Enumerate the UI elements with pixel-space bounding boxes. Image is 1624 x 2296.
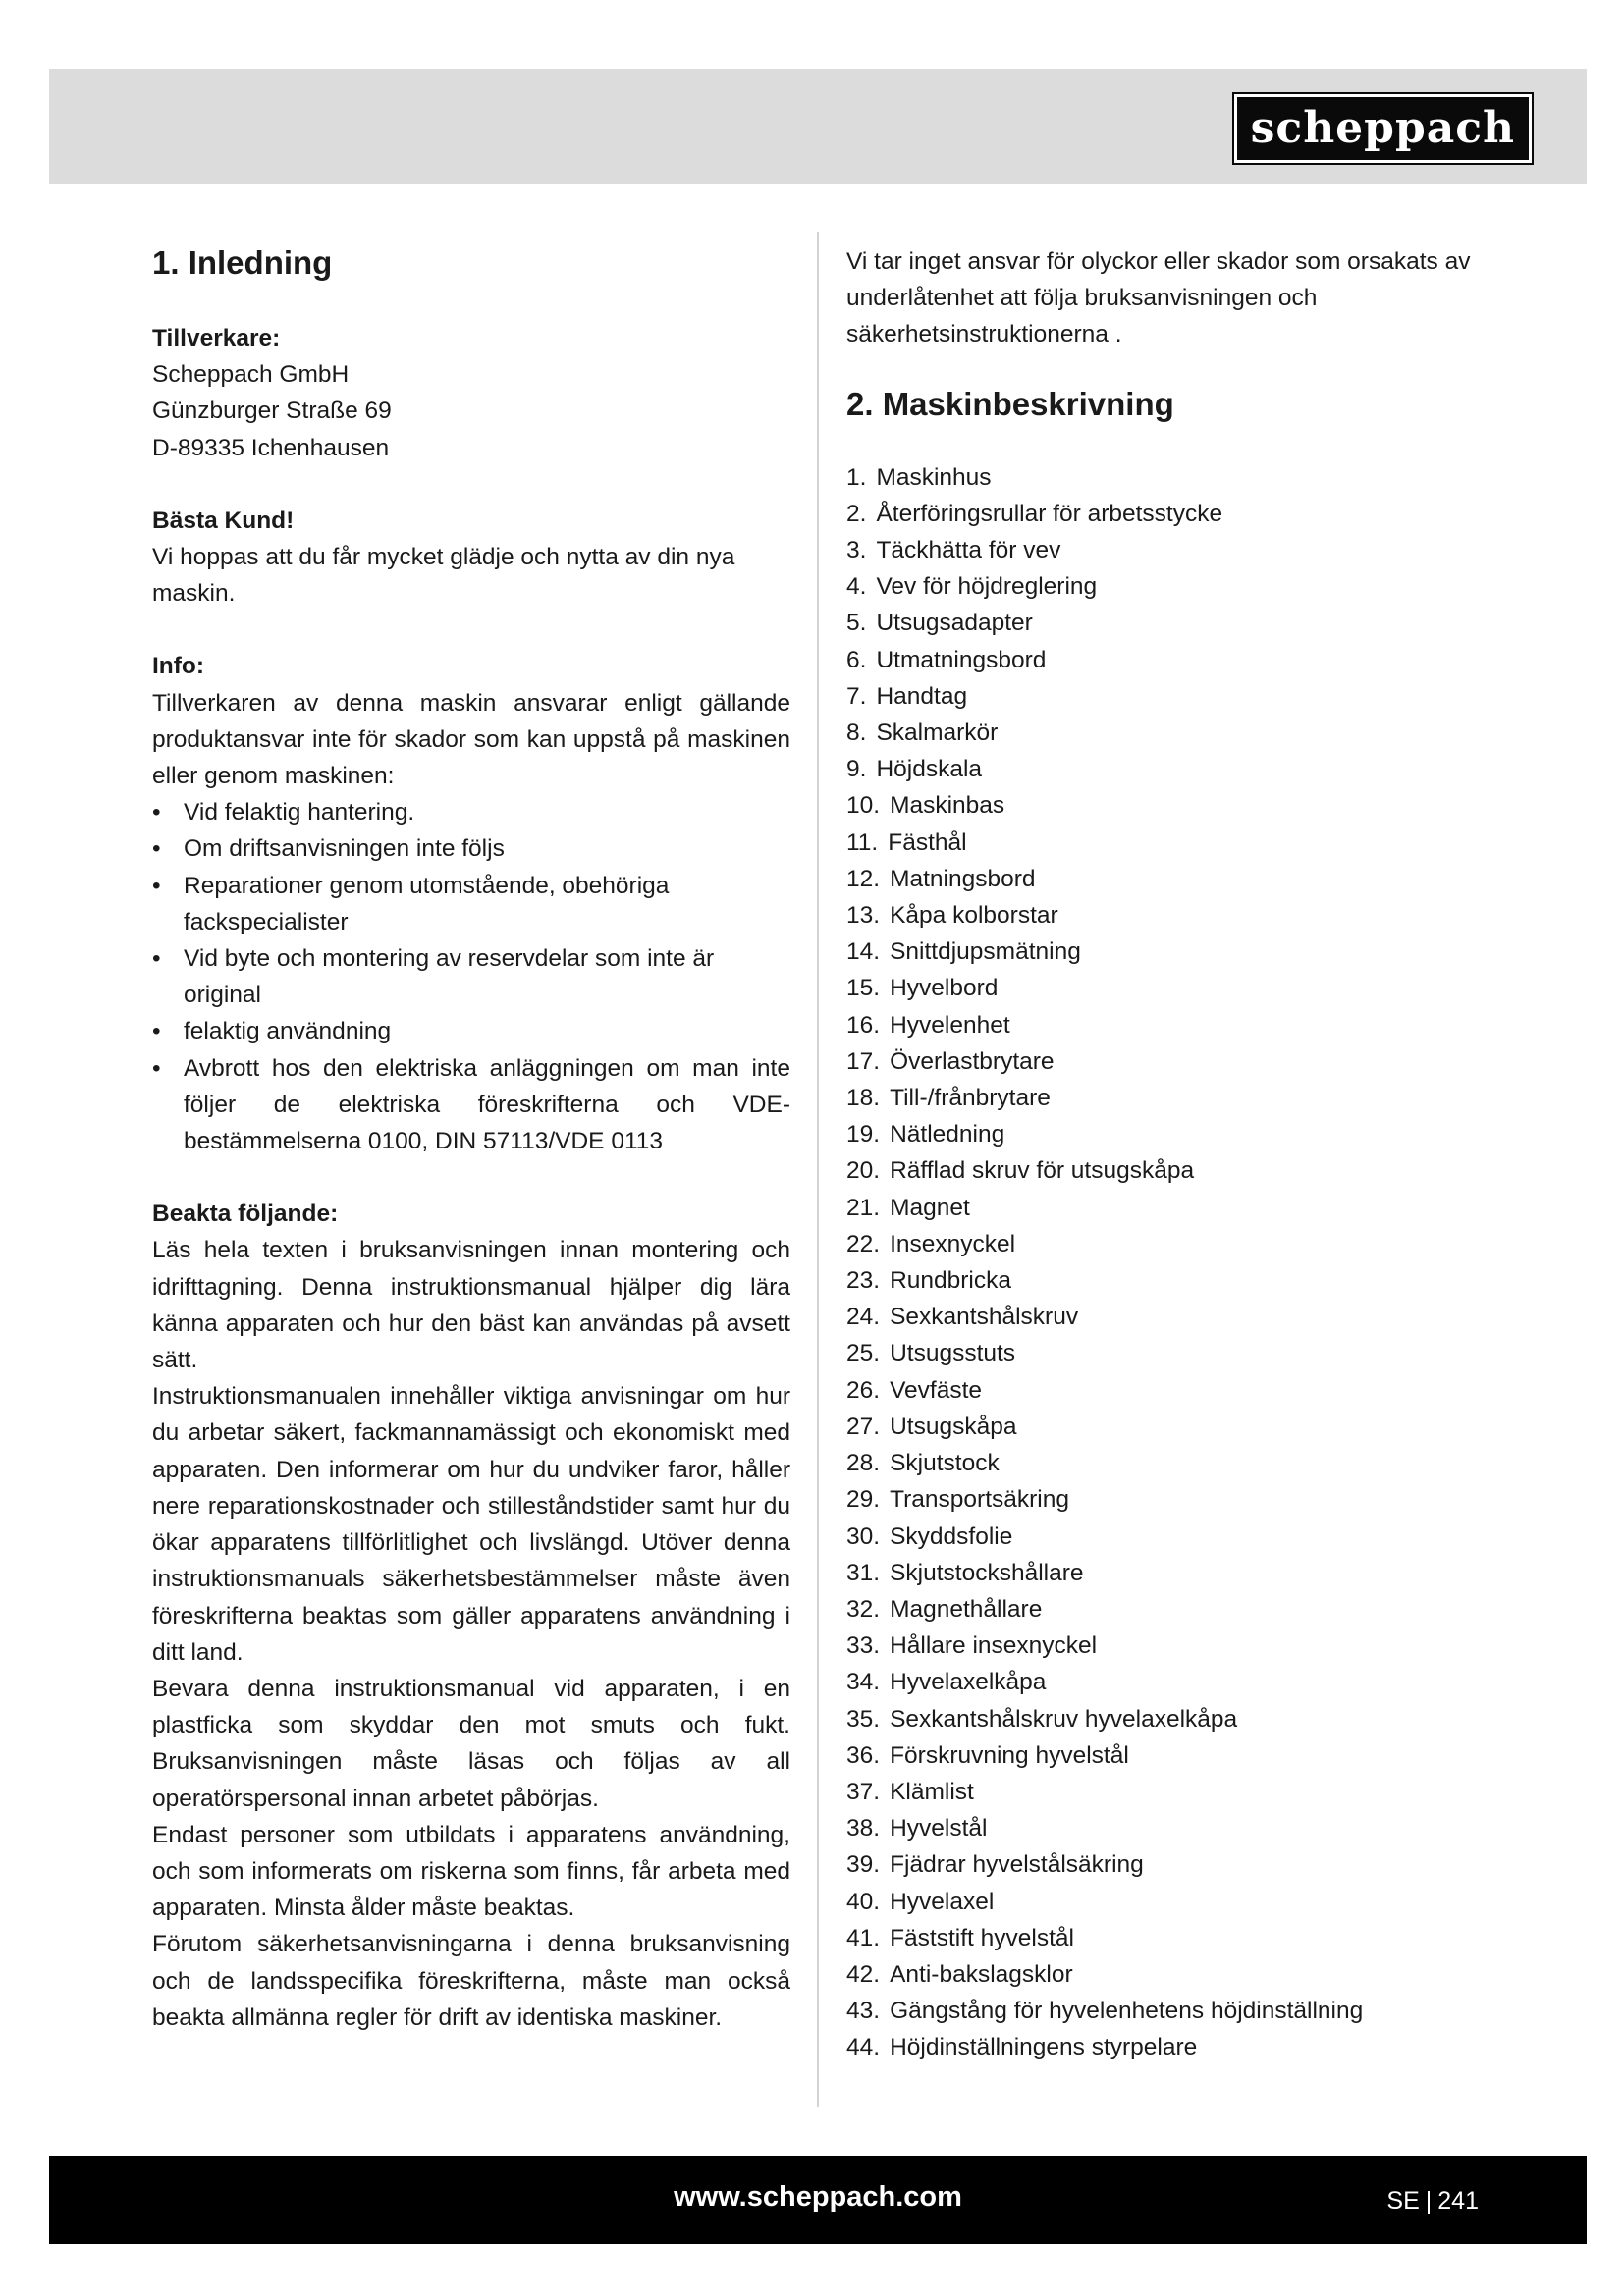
part-number: 24.	[846, 1304, 881, 1331]
part-name: Transportsäkring	[890, 1486, 1069, 1514]
part-name: Fästhål	[888, 828, 967, 856]
part-item	[846, 496, 1485, 532]
list-item: • felaktig användning	[152, 1013, 790, 1049]
part-item	[846, 897, 1485, 934]
parts-list	[846, 459, 1485, 2066]
part-item	[846, 1993, 1485, 2029]
part-item	[846, 1299, 1485, 1335]
part-item	[846, 1262, 1485, 1299]
address-line: Scheppach GmbH	[152, 361, 350, 389]
part-number: 22.	[846, 1230, 881, 1257]
part-name: Klämlist	[890, 1778, 974, 1805]
part-item	[846, 1226, 1485, 1262]
part-item	[846, 1152, 1485, 1189]
part-number: 28.	[846, 1450, 881, 1477]
part-number: 4.	[846, 573, 867, 601]
disclaimer-text: Vi tar inget ansvar för olyckor eller skador som orsakats av underlåtenhet att följa bruksanvisningen och säkerhetsinstruktionerna .	[846, 248, 1471, 348]
note-paragraph: Bevara denna instruktionsmanual vid apparaten, i en plastficka som skyddar den mot smuts och fukt. Bruksanvisningen måste läsas och följas av all operatörspersonal innan arbetet påbörjas.	[152, 1675, 790, 1812]
part-name: Hyvelstål	[890, 1815, 988, 1842]
part-name: Skyddsfolie	[890, 1522, 1013, 1550]
part-item	[846, 1519, 1485, 1555]
part-number: 3.	[846, 537, 867, 564]
list-item: • Reparationer genom utomstående, obehöriga fackspecialister	[152, 868, 790, 940]
part-name: Återföringsrullar för arbetsstycke	[876, 500, 1223, 527]
part-item	[846, 1555, 1485, 1591]
part-item	[846, 1628, 1485, 1664]
part-name: Gängstång för hyvelenhetens höjdinställning	[890, 1998, 1364, 2025]
part-name: Utsugskåpa	[890, 1413, 1017, 1440]
part-name: Insexnyckel	[890, 1230, 1016, 1257]
part-name: Rundbricka	[890, 1267, 1011, 1295]
part-name: Nätledning	[890, 1121, 1005, 1148]
part-name: Hållare insexnyckel	[890, 1632, 1098, 1660]
column-divider	[817, 232, 819, 2107]
part-name: Sexkantshålskruv hyvelaxelkåpa	[890, 1705, 1238, 1733]
note-paragraph: Förutom säkerhetsanvisningarna i denna bruksanvisning och de landsspecifika föreskrifterna, måste man också beakta allmänna regler för drift av identiska maskiner.	[152, 1931, 790, 2031]
page-number: 241	[1437, 2187, 1479, 2215]
language-code: SE	[1386, 2187, 1420, 2215]
part-number: 33.	[846, 1632, 881, 1660]
part-number: 32.	[846, 1595, 881, 1623]
part-name: Maskinbas	[890, 792, 1005, 820]
part-item	[846, 715, 1485, 751]
part-number: 20.	[846, 1157, 881, 1185]
part-item	[846, 1920, 1485, 1956]
part-number: 40.	[846, 1888, 881, 1915]
part-name: Utmatningsbord	[876, 646, 1047, 673]
part-name: Magnet	[890, 1194, 970, 1221]
part-number: 8.	[846, 720, 867, 747]
part-item	[846, 1737, 1485, 1774]
part-number: 34.	[846, 1669, 881, 1696]
note-label: Beakta följande:	[152, 1201, 339, 1228]
part-item	[846, 1591, 1485, 1628]
part-number: 25.	[846, 1340, 881, 1367]
part-item	[846, 1190, 1485, 1226]
part-name: Täckhätta för vev	[876, 537, 1061, 564]
part-name: Hyvelbord	[890, 975, 999, 1002]
list-item: • Avbrott hos den elektriska anläggningen om man inte följer de elektriska föreskrifterna och VDE-bestämmelserna 0100, DIN 57113/VDE 0113	[152, 1050, 790, 1160]
manufacturer-address	[152, 356, 790, 466]
list-item: • Vid byte och montering av reservdelar som inte är original	[152, 940, 790, 1013]
part-item	[846, 861, 1485, 897]
part-number: 16.	[846, 1011, 881, 1039]
part-number: 27.	[846, 1413, 881, 1440]
part-item	[846, 678, 1485, 715]
part-number: 14.	[846, 938, 881, 966]
part-number: 6.	[846, 646, 867, 673]
address-line: D-89335 Ichenhausen	[152, 434, 390, 461]
part-item	[846, 532, 1485, 568]
part-name: Maskinhus	[876, 463, 992, 491]
part-item	[846, 1810, 1485, 1846]
dear-customer-label: Bästa Kund!	[152, 507, 295, 534]
address-line: Günzburger Straße 69	[152, 398, 392, 425]
part-number: 7.	[846, 682, 867, 710]
part-item	[846, 568, 1485, 605]
part-name: Sexkantshålskruv	[890, 1304, 1079, 1331]
part-name: Fjädrar hyvelstålsäkring	[890, 1851, 1144, 1879]
part-name: Matningsbord	[890, 865, 1036, 892]
part-name: Skjutstockshållare	[890, 1559, 1084, 1586]
part-number: 9.	[846, 756, 867, 783]
part-item	[846, 934, 1485, 970]
part-name: Anti-bakslagsklor	[890, 1960, 1073, 1988]
part-name: Handtag	[876, 682, 968, 710]
part-number: 37.	[846, 1778, 881, 1805]
part-item	[846, 1664, 1485, 1700]
part-number: 11.	[846, 828, 879, 856]
part-item	[846, 1884, 1485, 1920]
part-item	[846, 825, 1485, 861]
part-number: 35.	[846, 1705, 881, 1733]
part-item	[846, 1481, 1485, 1518]
part-item	[846, 1846, 1485, 1883]
info-label: Info:	[152, 653, 205, 680]
part-name: Fäststift hyvelstål	[890, 1924, 1074, 1951]
part-item	[846, 1116, 1485, 1152]
part-number: 18.	[846, 1085, 881, 1112]
part-number: 42.	[846, 1960, 881, 1988]
list-item: • Vid felaktig hantering.	[152, 794, 790, 830]
part-number: 23.	[846, 1267, 881, 1295]
list-item: • Om driftsanvisningen inte följs	[152, 830, 790, 867]
part-number: 1.	[846, 463, 867, 491]
part-name: Hyvelenhet	[890, 1011, 1010, 1039]
left-column	[152, 236, 790, 2036]
part-name: Överlastbrytare	[890, 1047, 1055, 1075]
part-name: Snittdjupsmätning	[890, 938, 1081, 966]
part-number: 21.	[846, 1194, 881, 1221]
manufacturer-label: Tillverkare:	[152, 325, 281, 351]
part-number: 26.	[846, 1376, 881, 1404]
section-title-inledning: 1. Inledning	[152, 244, 333, 281]
part-name: Till-/frånbrytare	[890, 1085, 1051, 1112]
part-number: 41.	[846, 1924, 881, 1951]
part-number: 36.	[846, 1741, 881, 1769]
part-number: 39.	[846, 1851, 881, 1879]
part-number: 30.	[846, 1522, 881, 1550]
liability-list	[152, 794, 790, 1159]
scheppach-logo: scheppach	[1234, 94, 1532, 163]
footer-bar	[49, 2156, 1587, 2244]
part-name: Magnethållare	[890, 1595, 1043, 1623]
part-item	[846, 751, 1485, 787]
part-item	[846, 605, 1485, 641]
part-number: 38.	[846, 1815, 881, 1842]
part-item	[846, 1007, 1485, 1043]
note-paragraph: Instruktionsmanualen innehåller viktiga anvisningar om hur du arbetar säkert, fackmannamässigt och ekonomiskt med apparaten. Den informerar om hur du undviker faror, håller nere reparationskostnader och stilleståndstider samt hur du ökar apparatens tillförlitlighet och livslängd. Utöver denna instruktionsmanuals säkerhetsbestämmelser måste även föreskrifterna beaktas som gäller apparatens användning i ditt land.	[152, 1383, 790, 1666]
part-number: 44.	[846, 2034, 881, 2061]
info-text: Tillverkaren av denna maskin ansvarar enligt gällande produktansvar inte för skador som kan uppstå på maskinen eller genom maskinen:	[152, 689, 790, 790]
section-title-maskinbeskrivning: 2. Maskinbeskrivning	[846, 385, 1174, 422]
part-number: 43.	[846, 1998, 881, 2025]
part-name: Höjdinställningens styrpelare	[890, 2034, 1198, 2061]
note-paragraph: Läs hela texten i bruksanvisningen innan montering och idrifttagning. Denna instruktionsmanual hjälper dig lära känna apparaten och hur den bäst kan användas på avsett sätt.	[152, 1237, 790, 1374]
part-number: 12.	[846, 865, 881, 892]
part-number: 19.	[846, 1121, 881, 1148]
part-name: Skalmarkör	[876, 720, 999, 747]
header-bar	[49, 69, 1587, 184]
part-item	[846, 1774, 1485, 1810]
part-name: Vevfäste	[890, 1376, 983, 1404]
part-name: Hyvelaxel	[890, 1888, 995, 1915]
part-name: Räfflad skruv för utsugskåpa	[890, 1157, 1195, 1185]
part-number: 31.	[846, 1559, 881, 1586]
part-name: Utsugsstuts	[890, 1340, 1016, 1367]
part-name: Förskruvning hyvelstål	[890, 1741, 1129, 1769]
dear-customer-text: Vi hoppas att du får mycket glädje och nytta av din nya maskin.	[152, 544, 735, 608]
part-item	[846, 2029, 1485, 2065]
right-column	[846, 236, 1485, 2066]
part-number: 15.	[846, 975, 881, 1002]
part-number: 2.	[846, 500, 867, 527]
part-item	[846, 1372, 1485, 1409]
website-link[interactable]: www.scheppach.com	[674, 2181, 962, 2213]
part-number: 10.	[846, 792, 881, 820]
part-item	[846, 1445, 1485, 1481]
note-paragraph: Endast personer som utbildats i apparatens användning, och som informerats om riskerna som finns, får arbeta med apparaten. Minsta ålder måste beaktas.	[152, 1821, 790, 1922]
part-number: 17.	[846, 1047, 881, 1075]
part-item	[846, 1409, 1485, 1445]
page-indicator	[1386, 2187, 1479, 2216]
part-item	[846, 1335, 1485, 1371]
part-number: 5.	[846, 610, 867, 637]
part-item	[846, 970, 1485, 1006]
part-item	[846, 642, 1485, 678]
part-item	[846, 1701, 1485, 1737]
separator: |	[1425, 2187, 1433, 2215]
part-item	[846, 1956, 1485, 1993]
part-number: 13.	[846, 902, 881, 930]
part-item	[846, 1043, 1485, 1080]
part-name: Skjutstock	[890, 1450, 1000, 1477]
part-item	[846, 787, 1485, 824]
part-name: Kåpa kolborstar	[890, 902, 1058, 930]
part-name: Utsugsadapter	[876, 610, 1033, 637]
part-item	[846, 459, 1485, 496]
part-name: Vev för höjdreglering	[876, 573, 1098, 601]
part-number: 29.	[846, 1486, 881, 1514]
part-name: Hyvelaxelkåpa	[890, 1669, 1047, 1696]
part-name: Höjdskala	[876, 756, 983, 783]
part-item	[846, 1080, 1485, 1116]
